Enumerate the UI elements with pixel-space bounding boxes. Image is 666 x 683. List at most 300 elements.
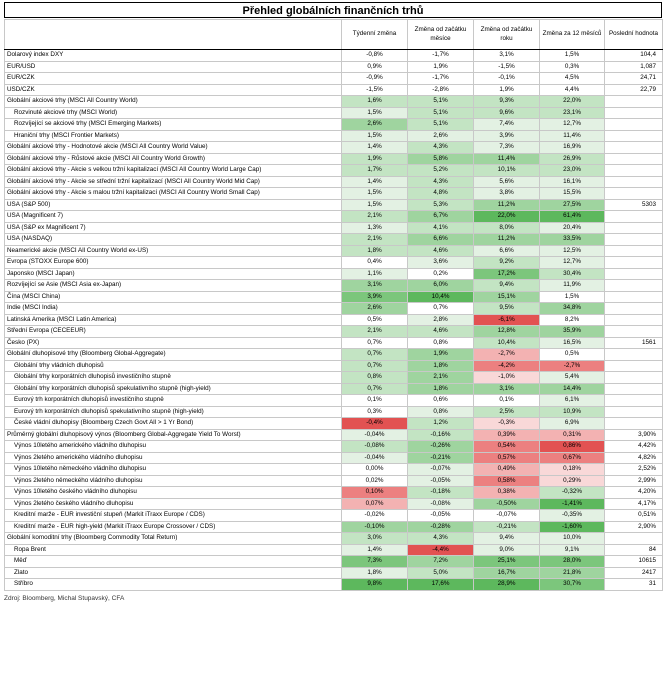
mtd-change: 4,6% — [408, 326, 474, 338]
last-value: 0,51% — [605, 510, 663, 522]
weekly-change: 0,7% — [342, 337, 408, 349]
ytd-change: 11,2% — [474, 234, 540, 246]
ytd-change: -0,21% — [474, 521, 540, 533]
row-name: Hraniční trhy (MSCI Frontier Markets) — [5, 130, 342, 142]
row-name: Průměrný globální dluhopisový výnos (Bloomberg Global-Aggregate Yield To Worst) — [5, 429, 342, 441]
last-value — [605, 326, 663, 338]
change-12m: 0,29% — [540, 475, 605, 487]
table-row — [5, 429, 663, 441]
weekly-change: 0,9% — [342, 61, 408, 73]
weekly-change: 1,4% — [342, 176, 408, 188]
ytd-change: 9,0% — [474, 544, 540, 556]
change-12m: 10,0% — [540, 533, 605, 545]
last-value — [605, 360, 663, 372]
last-value — [605, 153, 663, 165]
change-12m: 9,1% — [540, 544, 605, 556]
weekly-change: 0,07% — [342, 498, 408, 510]
table-row — [5, 567, 663, 579]
table-row — [5, 142, 663, 154]
row-name: Eurový trh korporátních dluhopisů spekulativního stupně (high-yield) — [5, 406, 342, 418]
change-12m: 21,8% — [540, 567, 605, 579]
change-12m: -0,35% — [540, 510, 605, 522]
table-row — [5, 84, 663, 96]
table-row — [5, 291, 663, 303]
row-name: Japonsko (MSCI Japan) — [5, 268, 342, 280]
table-row — [5, 153, 663, 165]
mtd-change: 5,1% — [408, 96, 474, 108]
last-value: 10615 — [605, 556, 663, 568]
ytd-change: 9,6% — [474, 107, 540, 119]
mtd-change: -1,7% — [408, 50, 474, 62]
ytd-change: 10,1% — [474, 165, 540, 177]
row-name: Výnos 10letého amerického vládního dluhopisu — [5, 441, 342, 453]
weekly-change: -0,04% — [342, 452, 408, 464]
row-name: Výnos 2letého německého vládního dluhopisu — [5, 475, 342, 487]
change-12m: 0,67% — [540, 452, 605, 464]
last-value — [605, 188, 663, 200]
ytd-change: 15,1% — [474, 291, 540, 303]
table-row — [5, 188, 663, 200]
ytd-change: 0,57% — [474, 452, 540, 464]
weekly-change: 1,9% — [342, 153, 408, 165]
header-ytd: Změna od začátku roku — [474, 20, 540, 50]
mtd-change: 0,2% — [408, 268, 474, 280]
table-row — [5, 73, 663, 85]
change-12m: 12,7% — [540, 119, 605, 131]
ytd-change: 22,0% — [474, 211, 540, 223]
last-value: 84 — [605, 544, 663, 556]
row-name: Rozvíjející se Asie (MSCI Asia ex-Japan) — [5, 280, 342, 292]
change-12m: -0,32% — [540, 487, 605, 499]
ytd-change: 8,0% — [474, 222, 540, 234]
table-row — [5, 222, 663, 234]
weekly-change: 0,8% — [342, 372, 408, 384]
mtd-change: 5,0% — [408, 567, 474, 579]
weekly-change: 2,6% — [342, 119, 408, 131]
last-value: 2,90% — [605, 521, 663, 533]
ytd-change: -0,50% — [474, 498, 540, 510]
last-value — [605, 395, 663, 407]
report-container — [4, 2, 662, 602]
last-value: 2,52% — [605, 464, 663, 476]
header-weekly: Týdenní změna — [342, 20, 408, 50]
last-value — [605, 211, 663, 223]
weekly-change: -0,9% — [342, 73, 408, 85]
change-12m: 20,4% — [540, 222, 605, 234]
mtd-change: 1,8% — [408, 383, 474, 395]
page-title: Přehled globálních finančních trhů — [4, 2, 662, 18]
row-name: EUR/CZK — [5, 73, 342, 85]
row-name: Zlato — [5, 567, 342, 579]
weekly-change: 1,8% — [342, 245, 408, 257]
row-name: Výnos 2letého amerického vládního dluhopisu — [5, 452, 342, 464]
change-12m: 10,9% — [540, 406, 605, 418]
mtd-change: 1,9% — [408, 349, 474, 361]
table-row — [5, 61, 663, 73]
row-name: Česko (PX) — [5, 337, 342, 349]
change-12m: 0,18% — [540, 464, 605, 476]
row-name: Výnos 10letého českého vládního dluhopisu — [5, 487, 342, 499]
weekly-change: -0,02% — [342, 510, 408, 522]
ytd-change: -6,1% — [474, 314, 540, 326]
change-12m: 6,9% — [540, 418, 605, 430]
table-row — [5, 211, 663, 223]
row-name: Globální trhy korporátních dluhopisů investičního stupně — [5, 372, 342, 384]
last-value — [605, 257, 663, 269]
change-12m: 1,5% — [540, 291, 605, 303]
mtd-change: 4,3% — [408, 533, 474, 545]
table-row — [5, 452, 663, 464]
weekly-change: 1,3% — [342, 222, 408, 234]
mtd-change: 2,8% — [408, 314, 474, 326]
last-value: 22,79 — [605, 84, 663, 96]
table-row — [5, 107, 663, 119]
row-name: České vládní dluhopisy (Bloomberg Czech Govt All > 1 Yr Bond) — [5, 418, 342, 430]
row-name: Globální dluhopisové trhy (Bloomberg Global-Aggregate) — [5, 349, 342, 361]
last-value: 4,17% — [605, 498, 663, 510]
weekly-change: 1,7% — [342, 165, 408, 177]
change-12m: 61,4% — [540, 211, 605, 223]
change-12m: 5,4% — [540, 372, 605, 384]
weekly-change: 1,6% — [342, 96, 408, 108]
last-value — [605, 303, 663, 315]
change-12m: 28,0% — [540, 556, 605, 568]
mtd-change: 4,3% — [408, 142, 474, 154]
last-value: 4,42% — [605, 441, 663, 453]
last-value — [605, 107, 663, 119]
table-row — [5, 498, 663, 510]
row-name: EUR/USD — [5, 61, 342, 73]
last-value — [605, 165, 663, 177]
mtd-change: 5,1% — [408, 107, 474, 119]
ytd-change: 0,49% — [474, 464, 540, 476]
table-row — [5, 199, 663, 211]
row-name: Globální akciové trhy - Růstové akcie (MSCI All Country World Growth) — [5, 153, 342, 165]
mtd-change: -0,16% — [408, 429, 474, 441]
mtd-change: 5,2% — [408, 165, 474, 177]
weekly-change: 0,7% — [342, 360, 408, 372]
row-name: Dolarový index DXY — [5, 50, 342, 62]
table-row — [5, 245, 663, 257]
row-name: Neamerické akcie (MSCI All Country World ex-US) — [5, 245, 342, 257]
weekly-change: 9,8% — [342, 579, 408, 591]
last-value: 104,4 — [605, 50, 663, 62]
ytd-change: 3,1% — [474, 50, 540, 62]
row-name: Globální trhy korporátních dluhopisů spekulativního stupně (high-yield) — [5, 383, 342, 395]
change-12m: 26,9% — [540, 153, 605, 165]
change-12m: 35,9% — [540, 326, 605, 338]
ytd-change: 0,58% — [474, 475, 540, 487]
weekly-change: 7,3% — [342, 556, 408, 568]
mtd-change: 4,6% — [408, 245, 474, 257]
last-value: 4,82% — [605, 452, 663, 464]
ytd-change: 3,8% — [474, 188, 540, 200]
ytd-change: 9,5% — [474, 303, 540, 315]
row-name: Globální akciové trhy (MSCI All Country World) — [5, 96, 342, 108]
last-value: 1,087 — [605, 61, 663, 73]
change-12m: 34,8% — [540, 303, 605, 315]
row-name: Evropa (STOXX Europe 600) — [5, 257, 342, 269]
header-mtd: Změna od začátku měsíce — [408, 20, 474, 50]
mtd-change: -0,18% — [408, 487, 474, 499]
mtd-change: -0,05% — [408, 475, 474, 487]
mtd-change: -0,26% — [408, 441, 474, 453]
table-row — [5, 579, 663, 591]
change-12m: 16,5% — [540, 337, 605, 349]
row-name: Globální akciové trhy - Akcie s malou tržní kapitalizací (MSCI All Country World Small Cap) — [5, 188, 342, 200]
row-name: Čína (MSCI China) — [5, 291, 342, 303]
mtd-change: 6,0% — [408, 280, 474, 292]
mtd-change: 4,8% — [408, 188, 474, 200]
table-row — [5, 314, 663, 326]
ytd-change: 6,6% — [474, 245, 540, 257]
change-12m: 22,0% — [540, 96, 605, 108]
table-row — [5, 487, 663, 499]
ytd-change: 7,3% — [474, 142, 540, 154]
mtd-change: 0,8% — [408, 337, 474, 349]
ytd-change: 1,9% — [474, 84, 540, 96]
mtd-change: -0,28% — [408, 521, 474, 533]
last-value — [605, 418, 663, 430]
ytd-change: -1,0% — [474, 372, 540, 384]
weekly-change: 3,9% — [342, 291, 408, 303]
table-row — [5, 521, 663, 533]
row-name: Rozvíjející se akciové trhy (MSCI Emerging Markets) — [5, 119, 342, 131]
ytd-change: 0,54% — [474, 441, 540, 453]
table-row — [5, 544, 663, 556]
weekly-change: -0,8% — [342, 50, 408, 62]
row-name: Měď — [5, 556, 342, 568]
change-12m: -1,41% — [540, 498, 605, 510]
ytd-change: 11,2% — [474, 199, 540, 211]
last-value: 2417 — [605, 567, 663, 579]
mtd-change: 2,6% — [408, 130, 474, 142]
mtd-change: -0,21% — [408, 452, 474, 464]
table-row — [5, 406, 663, 418]
row-name: Kreditní marže - EUR high-yield (Markit iTraxx Europe Crossover / CDS) — [5, 521, 342, 533]
weekly-change: 0,10% — [342, 487, 408, 499]
mtd-change: 4,3% — [408, 176, 474, 188]
ytd-change: -1,5% — [474, 61, 540, 73]
last-value — [605, 222, 663, 234]
change-12m: 0,86% — [540, 441, 605, 453]
ytd-change: 0,38% — [474, 487, 540, 499]
ytd-change: 25,1% — [474, 556, 540, 568]
last-value: 1561 — [605, 337, 663, 349]
row-name: Latinská Amerika (MSCI Latin America) — [5, 314, 342, 326]
ytd-change: 9,4% — [474, 280, 540, 292]
table-row — [5, 257, 663, 269]
ytd-change: 9,3% — [474, 96, 540, 108]
weekly-change: 0,00% — [342, 464, 408, 476]
weekly-change: 0,7% — [342, 383, 408, 395]
mtd-change: -1,7% — [408, 73, 474, 85]
mtd-change: 10,4% — [408, 291, 474, 303]
row-name: Eurový trh korporátních dluhopisů investičního stupně — [5, 395, 342, 407]
mtd-change: 7,2% — [408, 556, 474, 568]
row-name: Globální trhy vládních dluhopisů — [5, 360, 342, 372]
mtd-change: -0,08% — [408, 498, 474, 510]
row-name: Rozvinuté akciové trhy (MSCI World) — [5, 107, 342, 119]
mtd-change: 6,6% — [408, 234, 474, 246]
weekly-change: 3,0% — [342, 533, 408, 545]
row-name: Globální akciové trhy - Akcie se střední tržní kapitalizací (MSCI All Country World Mid Cap) — [5, 176, 342, 188]
table-row — [5, 96, 663, 108]
last-value — [605, 142, 663, 154]
mtd-change: -0,07% — [408, 464, 474, 476]
header-name — [5, 20, 342, 50]
mtd-change: 5,8% — [408, 153, 474, 165]
last-value — [605, 130, 663, 142]
change-12m: 14,4% — [540, 383, 605, 395]
weekly-change: 2,1% — [342, 326, 408, 338]
header-row — [5, 20, 663, 50]
row-name: Indie (MSCI India) — [5, 303, 342, 315]
table-row — [5, 441, 663, 453]
last-value — [605, 280, 663, 292]
weekly-change: -0,4% — [342, 418, 408, 430]
table-row — [5, 176, 663, 188]
ytd-change: 7,4% — [474, 119, 540, 131]
change-12m: 0,3% — [540, 61, 605, 73]
table-row — [5, 556, 663, 568]
table-row — [5, 337, 663, 349]
ytd-change: 0,39% — [474, 429, 540, 441]
weekly-change: 0,4% — [342, 257, 408, 269]
change-12m: 33,5% — [540, 234, 605, 246]
last-value — [605, 119, 663, 131]
markets-table — [4, 19, 663, 591]
ytd-change: -0,07% — [474, 510, 540, 522]
mtd-change: 2,1% — [408, 372, 474, 384]
ytd-change: 16,7% — [474, 567, 540, 579]
change-12m: -1,60% — [540, 521, 605, 533]
last-value — [605, 268, 663, 280]
change-12m: 23,1% — [540, 107, 605, 119]
row-name: USA (NASDAQ) — [5, 234, 342, 246]
weekly-change: -1,5% — [342, 84, 408, 96]
change-12m: 27,5% — [540, 199, 605, 211]
weekly-change: 2,6% — [342, 303, 408, 315]
table-row — [5, 119, 663, 131]
last-value — [605, 245, 663, 257]
mtd-change: 6,7% — [408, 211, 474, 223]
change-12m: 12,5% — [540, 245, 605, 257]
ytd-change: 17,2% — [474, 268, 540, 280]
table-row — [5, 395, 663, 407]
weekly-change: -0,08% — [342, 441, 408, 453]
last-value: 3,90% — [605, 429, 663, 441]
table-row — [5, 360, 663, 372]
mtd-change: -2,8% — [408, 84, 474, 96]
mtd-change: 1,2% — [408, 418, 474, 430]
ytd-change: -0,3% — [474, 418, 540, 430]
mtd-change: 5,1% — [408, 119, 474, 131]
table-row — [5, 165, 663, 177]
last-value — [605, 96, 663, 108]
weekly-change: 3,1% — [342, 280, 408, 292]
row-name: Výnos 10letého německého vládního dluhopisu — [5, 464, 342, 476]
row-name: Stříbro — [5, 579, 342, 591]
weekly-change: 2,1% — [342, 234, 408, 246]
weekly-change: 1,5% — [342, 199, 408, 211]
row-name: USA (S&P ex Magnificent 7) — [5, 222, 342, 234]
last-value — [605, 314, 663, 326]
last-value: 2,99% — [605, 475, 663, 487]
change-12m: 11,9% — [540, 280, 605, 292]
row-name: Kreditní marže - EUR investiční stupeň (Markit iTraxx Europe / CDS) — [5, 510, 342, 522]
table-row — [5, 464, 663, 476]
weekly-change: 0,02% — [342, 475, 408, 487]
ytd-change: 3,1% — [474, 383, 540, 395]
mtd-change: 1,9% — [408, 61, 474, 73]
last-value — [605, 406, 663, 418]
row-name: Globální komoditní trhy (Bloomberg Commodity Total Return) — [5, 533, 342, 545]
last-value — [605, 176, 663, 188]
change-12m: 0,31% — [540, 429, 605, 441]
table-row — [5, 280, 663, 292]
mtd-change: 1,8% — [408, 360, 474, 372]
row-name: USA (S&P 500) — [5, 199, 342, 211]
table-row — [5, 533, 663, 545]
ytd-change: 0,1% — [474, 395, 540, 407]
weekly-change: 1,1% — [342, 268, 408, 280]
table-row — [5, 303, 663, 315]
last-value — [605, 372, 663, 384]
table-row — [5, 475, 663, 487]
change-12m: 4,4% — [540, 84, 605, 96]
change-12m: 30,4% — [540, 268, 605, 280]
table-row — [5, 349, 663, 361]
weekly-change: 0,5% — [342, 314, 408, 326]
mtd-change: 0,8% — [408, 406, 474, 418]
row-name: Střední Evropa (CECEEUR) — [5, 326, 342, 338]
change-12m: 0,5% — [540, 349, 605, 361]
change-12m: 15,5% — [540, 188, 605, 200]
table-row — [5, 268, 663, 280]
last-value: 31 — [605, 579, 663, 591]
ytd-change: 9,2% — [474, 257, 540, 269]
ytd-change: 28,9% — [474, 579, 540, 591]
table-row — [5, 372, 663, 384]
table-row — [5, 234, 663, 246]
weekly-change: 1,4% — [342, 142, 408, 154]
mtd-change: -4,4% — [408, 544, 474, 556]
row-name: USD/CZK — [5, 84, 342, 96]
table-row — [5, 50, 663, 62]
table-row — [5, 418, 663, 430]
last-value: 24,71 — [605, 73, 663, 85]
weekly-change: -0,10% — [342, 521, 408, 533]
header-last: Poslední hodnota — [605, 20, 663, 50]
last-value — [605, 533, 663, 545]
source-note: Zdroj: Bloomberg, Michal Stupavský, CFA — [4, 594, 125, 602]
change-12m: 11,4% — [540, 130, 605, 142]
weekly-change: 1,5% — [342, 130, 408, 142]
weekly-change: 1,8% — [342, 567, 408, 579]
table-row — [5, 510, 663, 522]
last-value — [605, 291, 663, 303]
ytd-change: -0,1% — [474, 73, 540, 85]
change-12m: 12,7% — [540, 257, 605, 269]
ytd-change: 2,5% — [474, 406, 540, 418]
mtd-change: 17,6% — [408, 579, 474, 591]
ytd-change: 10,4% — [474, 337, 540, 349]
change-12m: 16,9% — [540, 142, 605, 154]
ytd-change: 5,6% — [474, 176, 540, 188]
last-value — [605, 383, 663, 395]
weekly-change: 2,1% — [342, 211, 408, 223]
